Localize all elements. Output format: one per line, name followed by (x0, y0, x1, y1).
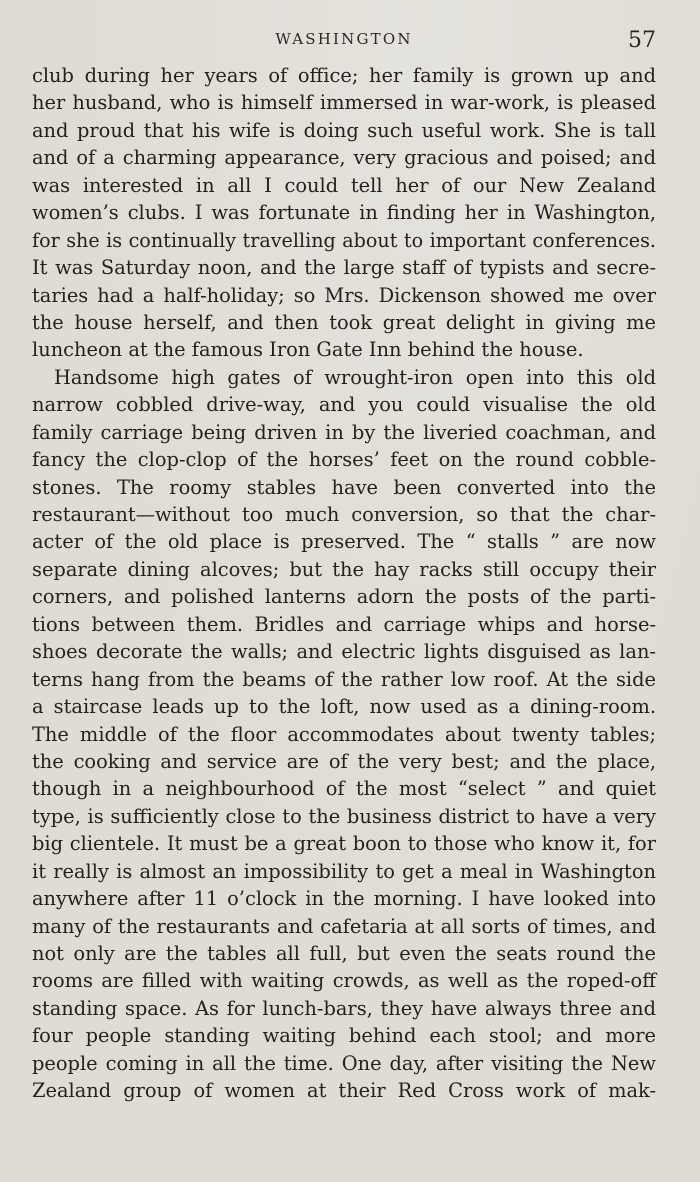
text-line: club during her years of office; her family is grown up and (32, 64, 656, 87)
text-line: for she is continually travelling about to important conferences. (32, 228, 656, 252)
text-line: rooms are filled with waiting crowds, as well as the roped-off (32, 969, 656, 993)
text-line: luncheon at the famous Iron Gate Inn behind the house. (32, 338, 584, 362)
text-line: people coming in all the time. One day, after visiting the New (32, 1051, 656, 1075)
body-text (32, 62, 656, 1105)
text-line: anywhere after 11 o’clock in the morning. I have looked into (32, 887, 656, 911)
text-line: terns hang from the beams of the rather low roof. At the side (32, 667, 656, 691)
text-line: The middle of the floor accommodates about twenty tables; (32, 722, 656, 746)
text-line: a staircase leads up to the loft, now used as a dining-room. (32, 695, 656, 719)
text-line: type, is sufficiently close to the business district to have a very (32, 804, 656, 828)
text-line: Zealand group of women at their Red Cross work of mak- (32, 1079, 656, 1103)
text-line: though in a neighbourhood of the most “select ” and quiet (32, 777, 656, 801)
text-line: separate dining alcoves; but the hay racks still occupy their (32, 557, 656, 581)
text-line: and proud that his wife is doing such useful work. She is tall (32, 118, 656, 142)
running-head-title: WASHINGTON (275, 30, 413, 48)
text-line: four people standing waiting behind each stool; and more (32, 1024, 656, 1048)
text-line: narrow cobbled drive-way, and you could visualise the old (32, 393, 656, 417)
text-line: and of a charming appearance, very gracious and poised; and (32, 146, 656, 170)
text-line: family carriage being driven in by the liveried coachman, and (32, 420, 656, 444)
text-line: standing space. As for lunch-bars, they have always three and (32, 996, 656, 1020)
text-line: corners, and polished lanterns adorn the posts of the parti- (32, 585, 656, 609)
text-line: tions between them. Bridles and carriage whips and horse- (32, 612, 656, 636)
page-number: 57 (628, 28, 656, 53)
text-line: shoes decorate the walls; and electric lights disguised as lan- (32, 640, 656, 664)
text-line: many of the restaurants and cafetaria at all sorts of times, and (32, 914, 656, 938)
text-line: Handsome high gates of wrought-iron open into this old (54, 365, 656, 389)
text-line: the cooking and service are of the very best; and the place, (32, 749, 656, 773)
text-line: it really is almost an impossibility to get a meal in Washington (32, 859, 656, 883)
text-line: not only are the tables all full, but even the seats round the (32, 942, 656, 965)
text-line: taries had a half-holiday; so Mrs. Dickenson showed me over (32, 283, 656, 307)
text-line: It was Saturday noon, and the large staff of typists and secre- (32, 256, 656, 280)
text-line: was interested in all I could tell her of our New Zealand (32, 173, 656, 197)
text-line: fancy the clop-clop of the horses’ feet on the round cobble- (32, 448, 656, 472)
text-line: her husband, who is himself immersed in war-work, is pleased (32, 91, 656, 115)
text-line: acter of the old place is preserved. The “ stalls ” are now (32, 530, 656, 554)
text-line: big clientele. It must be a great boon to those who know it, for (32, 832, 656, 856)
text-line: the house herself, and then took great delight in giving me (32, 310, 656, 334)
text-line: restaurant—without too much conversion, so that the char- (32, 503, 656, 526)
text-line: stones. The roomy stables have been converted into the (32, 475, 656, 499)
text-line: women’s clubs. I was fortunate in finding her in Washington, (32, 201, 656, 225)
running-head (32, 28, 656, 56)
